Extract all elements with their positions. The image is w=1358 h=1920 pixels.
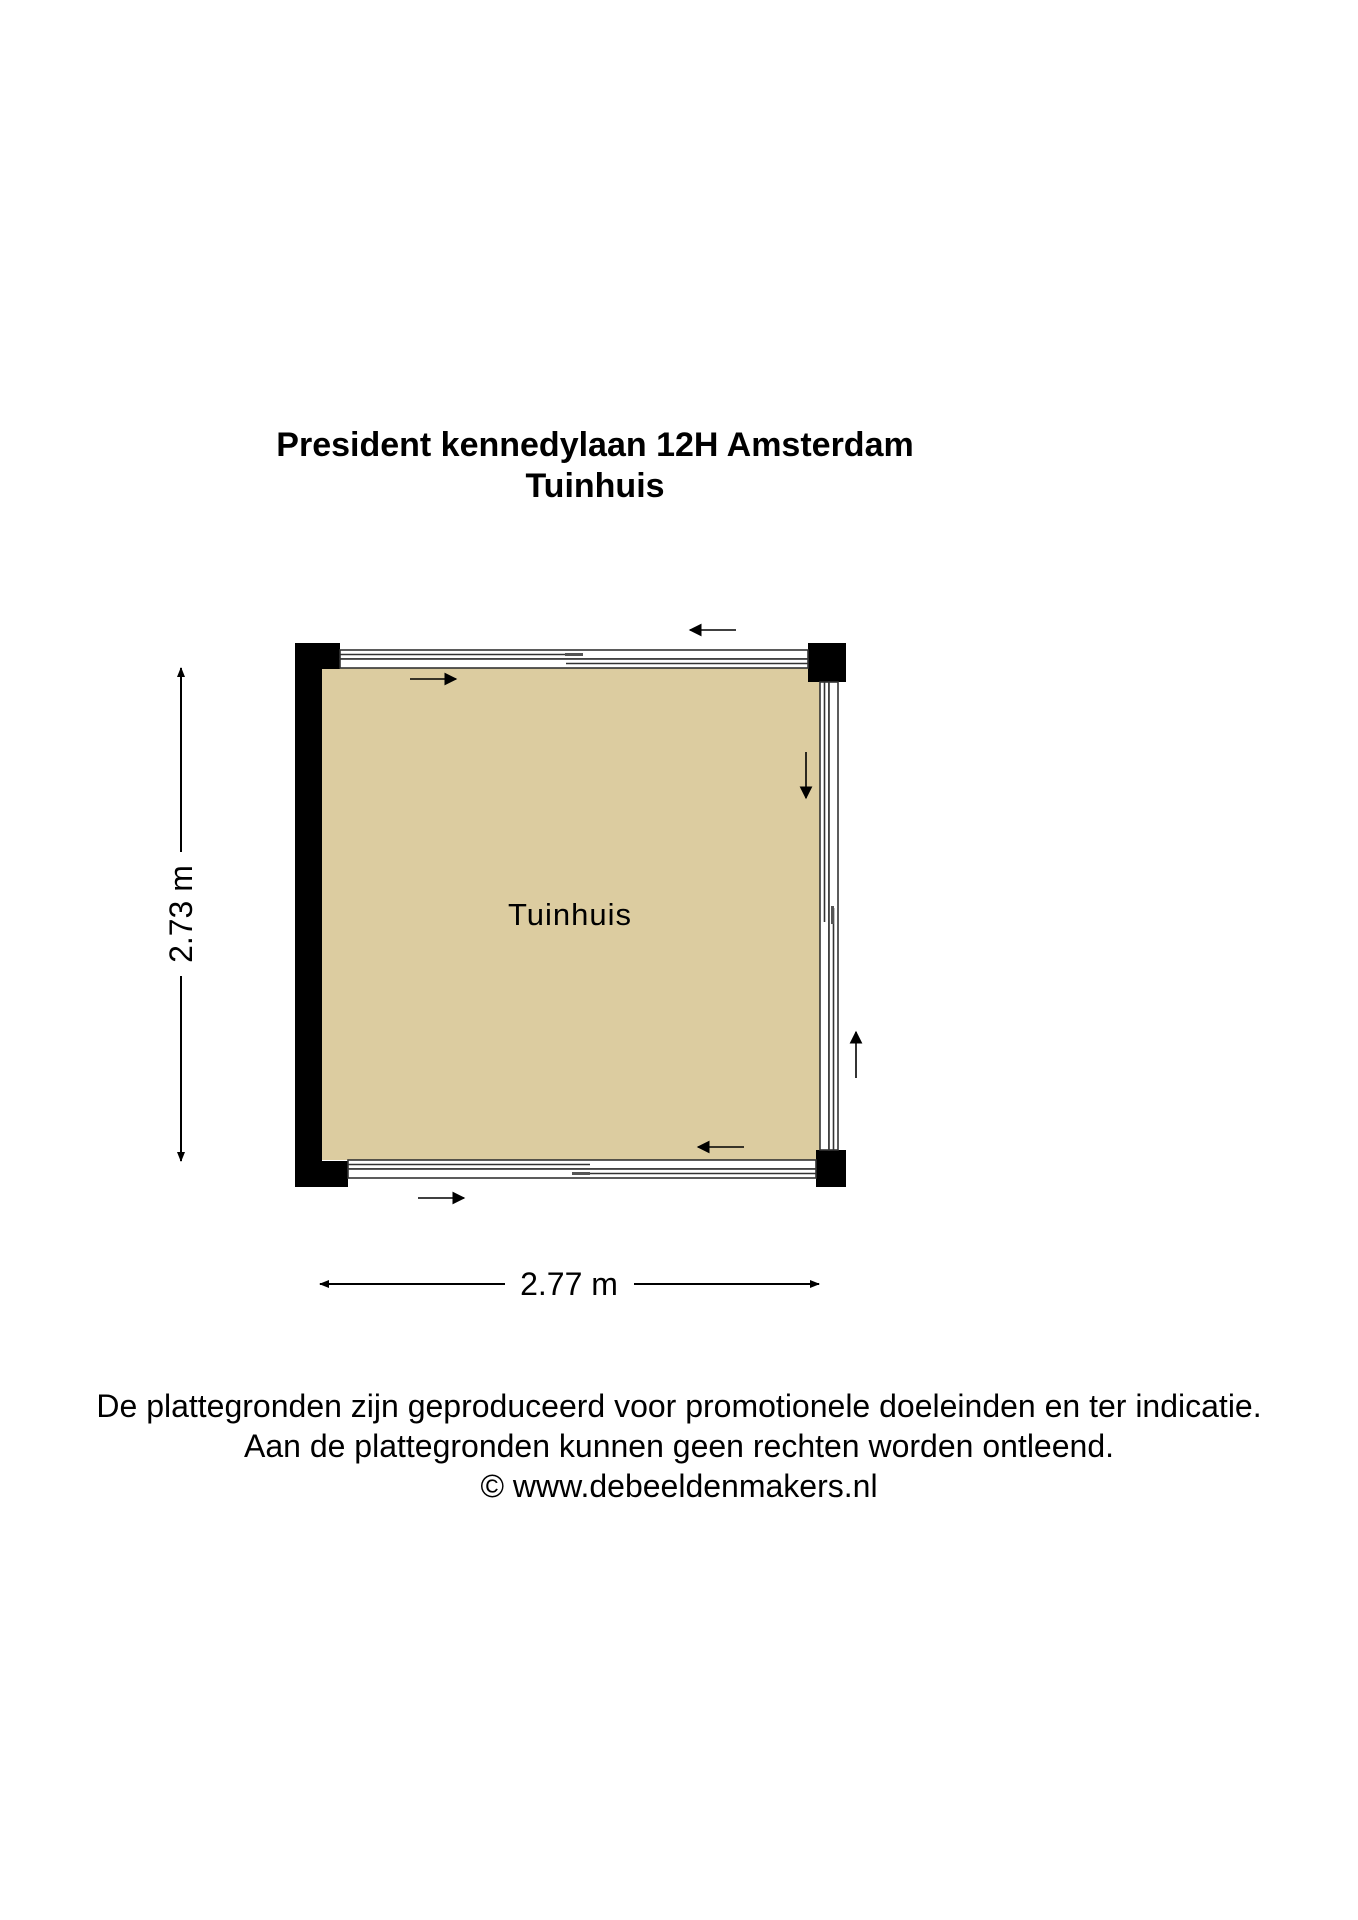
height-label: 2.73 m — [163, 865, 199, 963]
width-dimension — [320, 1266, 819, 1302]
plan-address-title: President kennedylaan 12H Amsterdam — [276, 426, 914, 464]
disclaimer-line-2: Aan de plattegronden kunnen geen rechten worden ontleend. — [243, 1428, 1114, 1464]
room-label: Tuinhuis — [507, 897, 633, 932]
copyright-line: © www.debeeldenmakers.nl — [480, 1468, 878, 1504]
bottom-sliding-doors — [348, 1160, 816, 1178]
left-wall — [295, 643, 322, 1187]
disclaimer-line-1: De plattegronden zijn geproduceerd voor promotionele doeleinden en ter indicatie. — [96, 1388, 1262, 1424]
top-right-post — [808, 643, 846, 682]
bottom-left-corner — [295, 1161, 348, 1187]
bottom-right-post — [816, 1150, 846, 1187]
top-left-corner — [295, 643, 340, 669]
right-sliding-doors — [820, 682, 838, 1150]
top-sliding-doors — [340, 650, 808, 668]
plan-floor-title: Tuinhuis — [525, 467, 665, 505]
width-label: 2.77 m — [520, 1266, 618, 1302]
height-dimension — [163, 668, 199, 1161]
